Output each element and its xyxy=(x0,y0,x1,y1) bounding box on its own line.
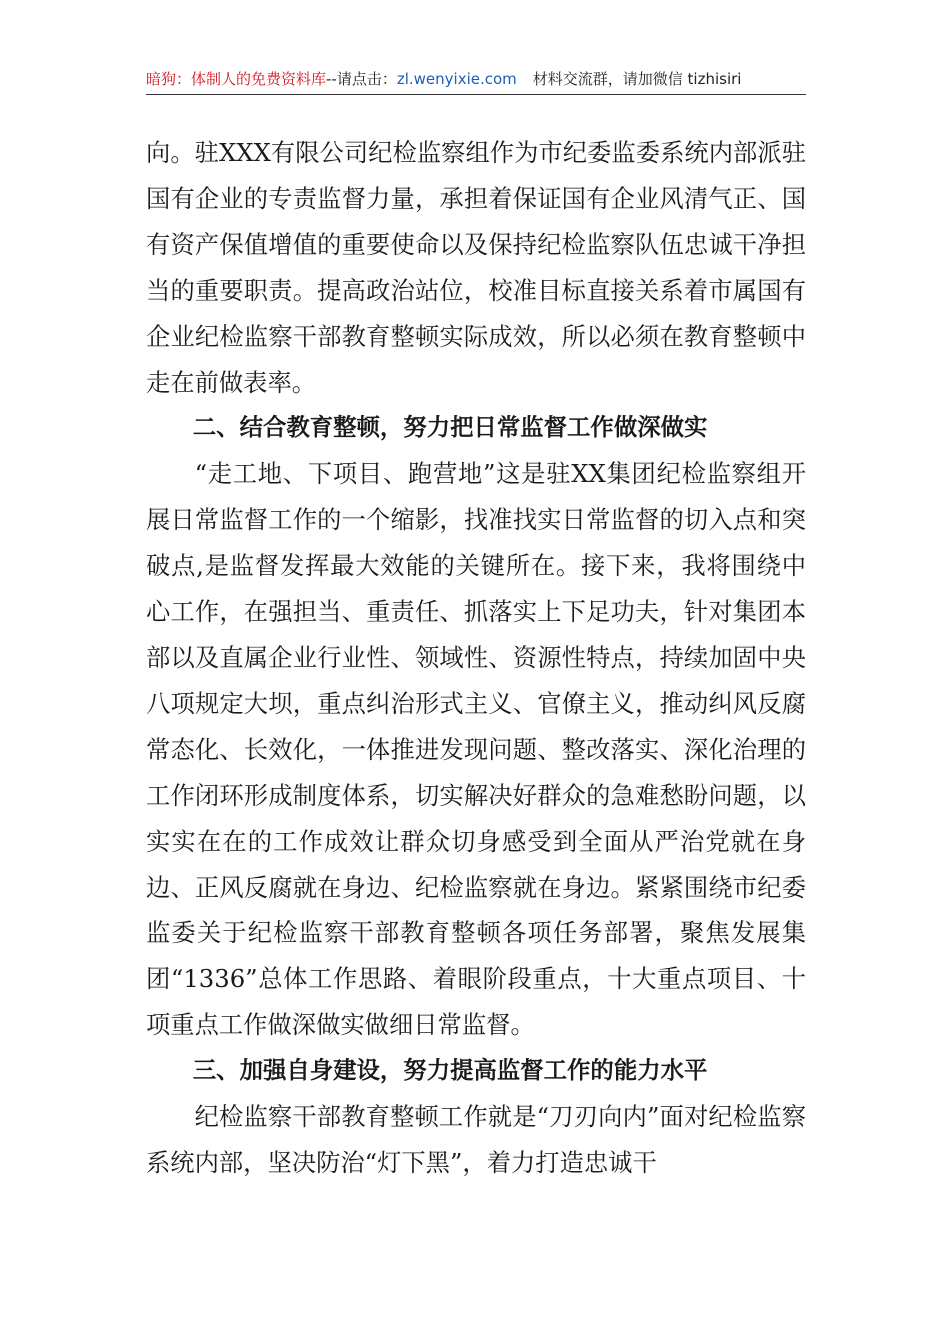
paragraph-3: 纪检监察干部教育整顿工作就是“刀刃向内”面对纪检监察系统内部，坚决防治“灯下黑”，着力打造忠诚干 xyxy=(146,1102,806,1177)
paragraph-1: 向。驻XXX有限公司纪检监察组作为市纪委监委系统内部派驻国有企业的专责监督力量，承担着保证国有企业风清气正、国有资产保值增值的重要使命以及保持纪检监察队伍忠诚干净担当的重要职责。提高政治站位，校准目标直接关系着市属国有企业纪检监察干部教育整顿实际成效，所以必须在教育整顿中走在前做表率。 xyxy=(146,138,806,397)
header-click-prefix: --请点击： xyxy=(326,70,397,88)
header-brand: 暗狗：体制人的免费资料库 xyxy=(146,70,327,88)
document-body xyxy=(146,130,806,1186)
paragraph-2: “走工地、下项目、跑营地”这是驻XX集团纪检监察组开展日常监督工作的一个缩影，找准找实日常监督的切入点和突破点,是监督发挥最大效能的关键所在。接下来，我将围绕中心工作，在强担当、重责任、抓落实上下足功夫，针对集团本部以及直属企业行业性、领域性、资源性特点，持续加固中央八项规定大坝，重点纠治形式主义、官僚主义，推动纠风反腐常态化、长效化，一体推进发现问题、整改落实、深化治理的工作闭环形成制度体系，切实解决好群众的急难愁盼问题，以实实在在的工作成效让群众切身感受到全面从严治党就在身边、正风反腐就在身边、纪检监察就在身边。紧紧围绕市纪委监委关于纪检监察干部教育整顿各项任务部署，聚焦发展集团“1336”总体工作思路、着眼阶段重点，十大重点项目、十项重点工作做深做实做细日常监督。 xyxy=(146,459,806,1040)
header-link[interactable]: zl.wenyixie.com xyxy=(396,70,517,88)
header-group-note: 材料交流群，请加微信 tizhisiri xyxy=(532,70,742,88)
section-heading-2: 二、结合教育整顿，努力把日常监督工作做深做实 xyxy=(192,413,708,442)
page-header xyxy=(146,66,806,95)
section-heading-3: 三、加强自身建设，努力提高监督工作的能力水平 xyxy=(192,1056,708,1085)
